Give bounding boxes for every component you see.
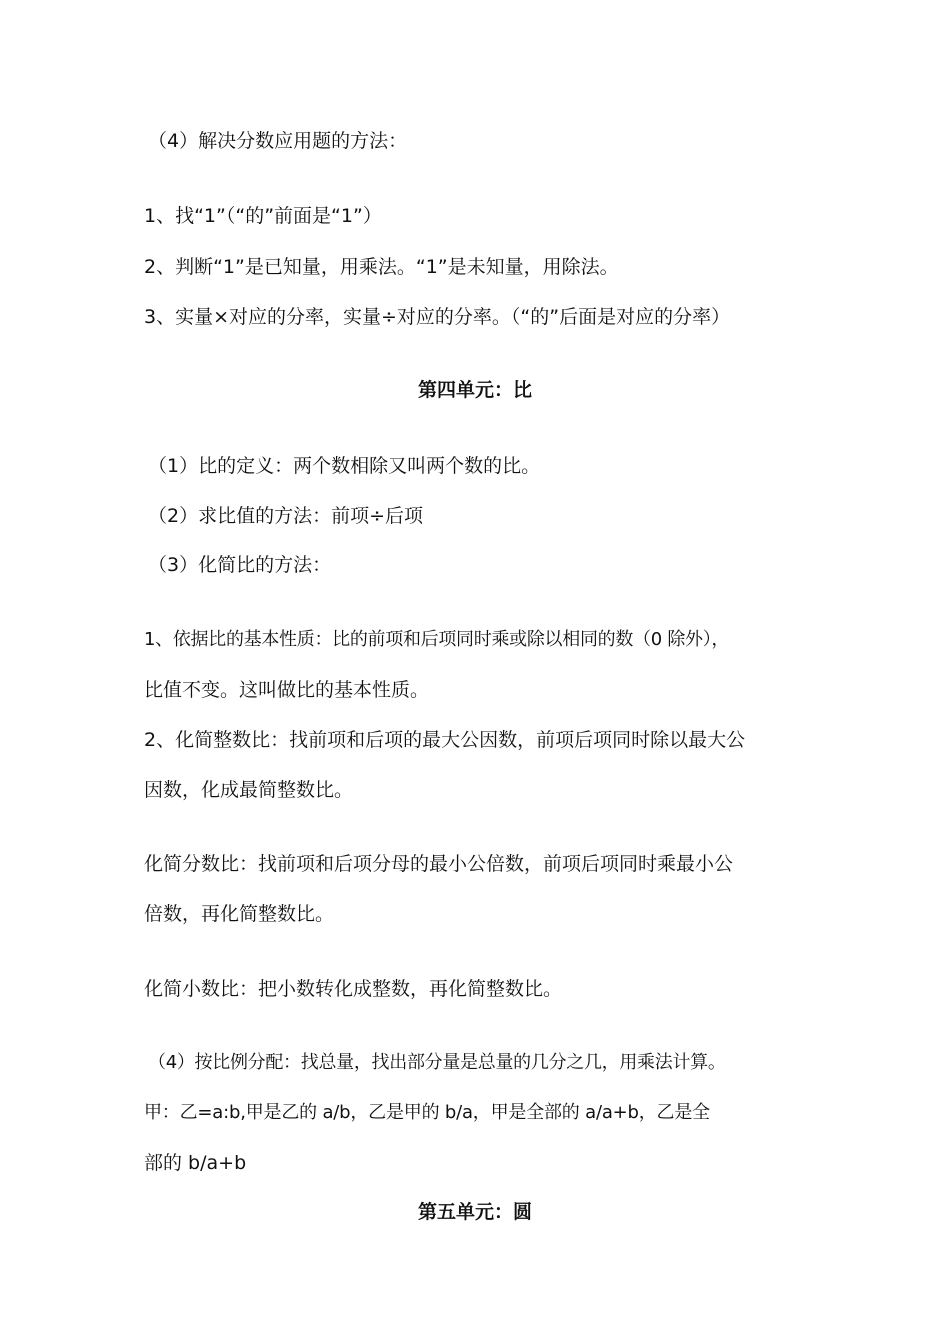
- rule1-line1: 1、依据比的基本性质：比的前项和后项同时乘或除以相同的数（0 除外），: [144, 629, 730, 650]
- ratio-simplify-title: （3）化简比的方法：: [148, 554, 332, 576]
- fraction-ratio-line2: 倍数，再化简整数比。: [144, 903, 335, 925]
- step-2: 2、判断“1”是已知量，用乘法。“1”是未知量，用除法。: [144, 256, 619, 278]
- proportional-line2: 甲：乙=a:b,甲是乙的 a/b，乙是甲的 b/a，甲是全部的 a/a+b，乙是全: [144, 1102, 710, 1123]
- ratio-definition: （1）比的定义：两个数相除又叫两个数的比。: [148, 455, 541, 477]
- rule2-line2: 因数，化成最简整数比。: [144, 779, 354, 801]
- fraction-ratio-line1: 化简分数比：找前项和后项分母的最小公倍数，前项后项同时乘最小公: [144, 853, 734, 875]
- step-1: 1、找“1”（“的”前面是“1”）: [144, 205, 382, 227]
- decimal-ratio-line: 化简小数比：把小数转化成整数，再化简整数比。: [144, 978, 563, 1000]
- rule2-line1: 2、化简整数比：找前项和后项的最大公因数，前项后项同时除以最大公: [144, 729, 746, 751]
- unit4-heading: 第四单元：比: [417, 379, 532, 401]
- fraction-method-title: （4）解决分数应用题的方法：: [148, 130, 408, 152]
- ratio-value-method: （2）求比值的方法：前项÷后项: [148, 505, 424, 527]
- proportional-line3: 部的 b/a+b: [144, 1152, 247, 1174]
- proportional-line1: （4）按比例分配：找总量，找出部分量是总量的几分之几，用乘法计算。: [148, 1052, 726, 1073]
- unit5-heading: 第五单元：圆: [417, 1201, 532, 1223]
- rule1-line2: 比值不变。这叫做比的基本性质。: [144, 679, 430, 701]
- step-3: 3、实量×对应的分率，实量÷对应的分率。（“的”后面是对应的分率）: [144, 306, 731, 328]
